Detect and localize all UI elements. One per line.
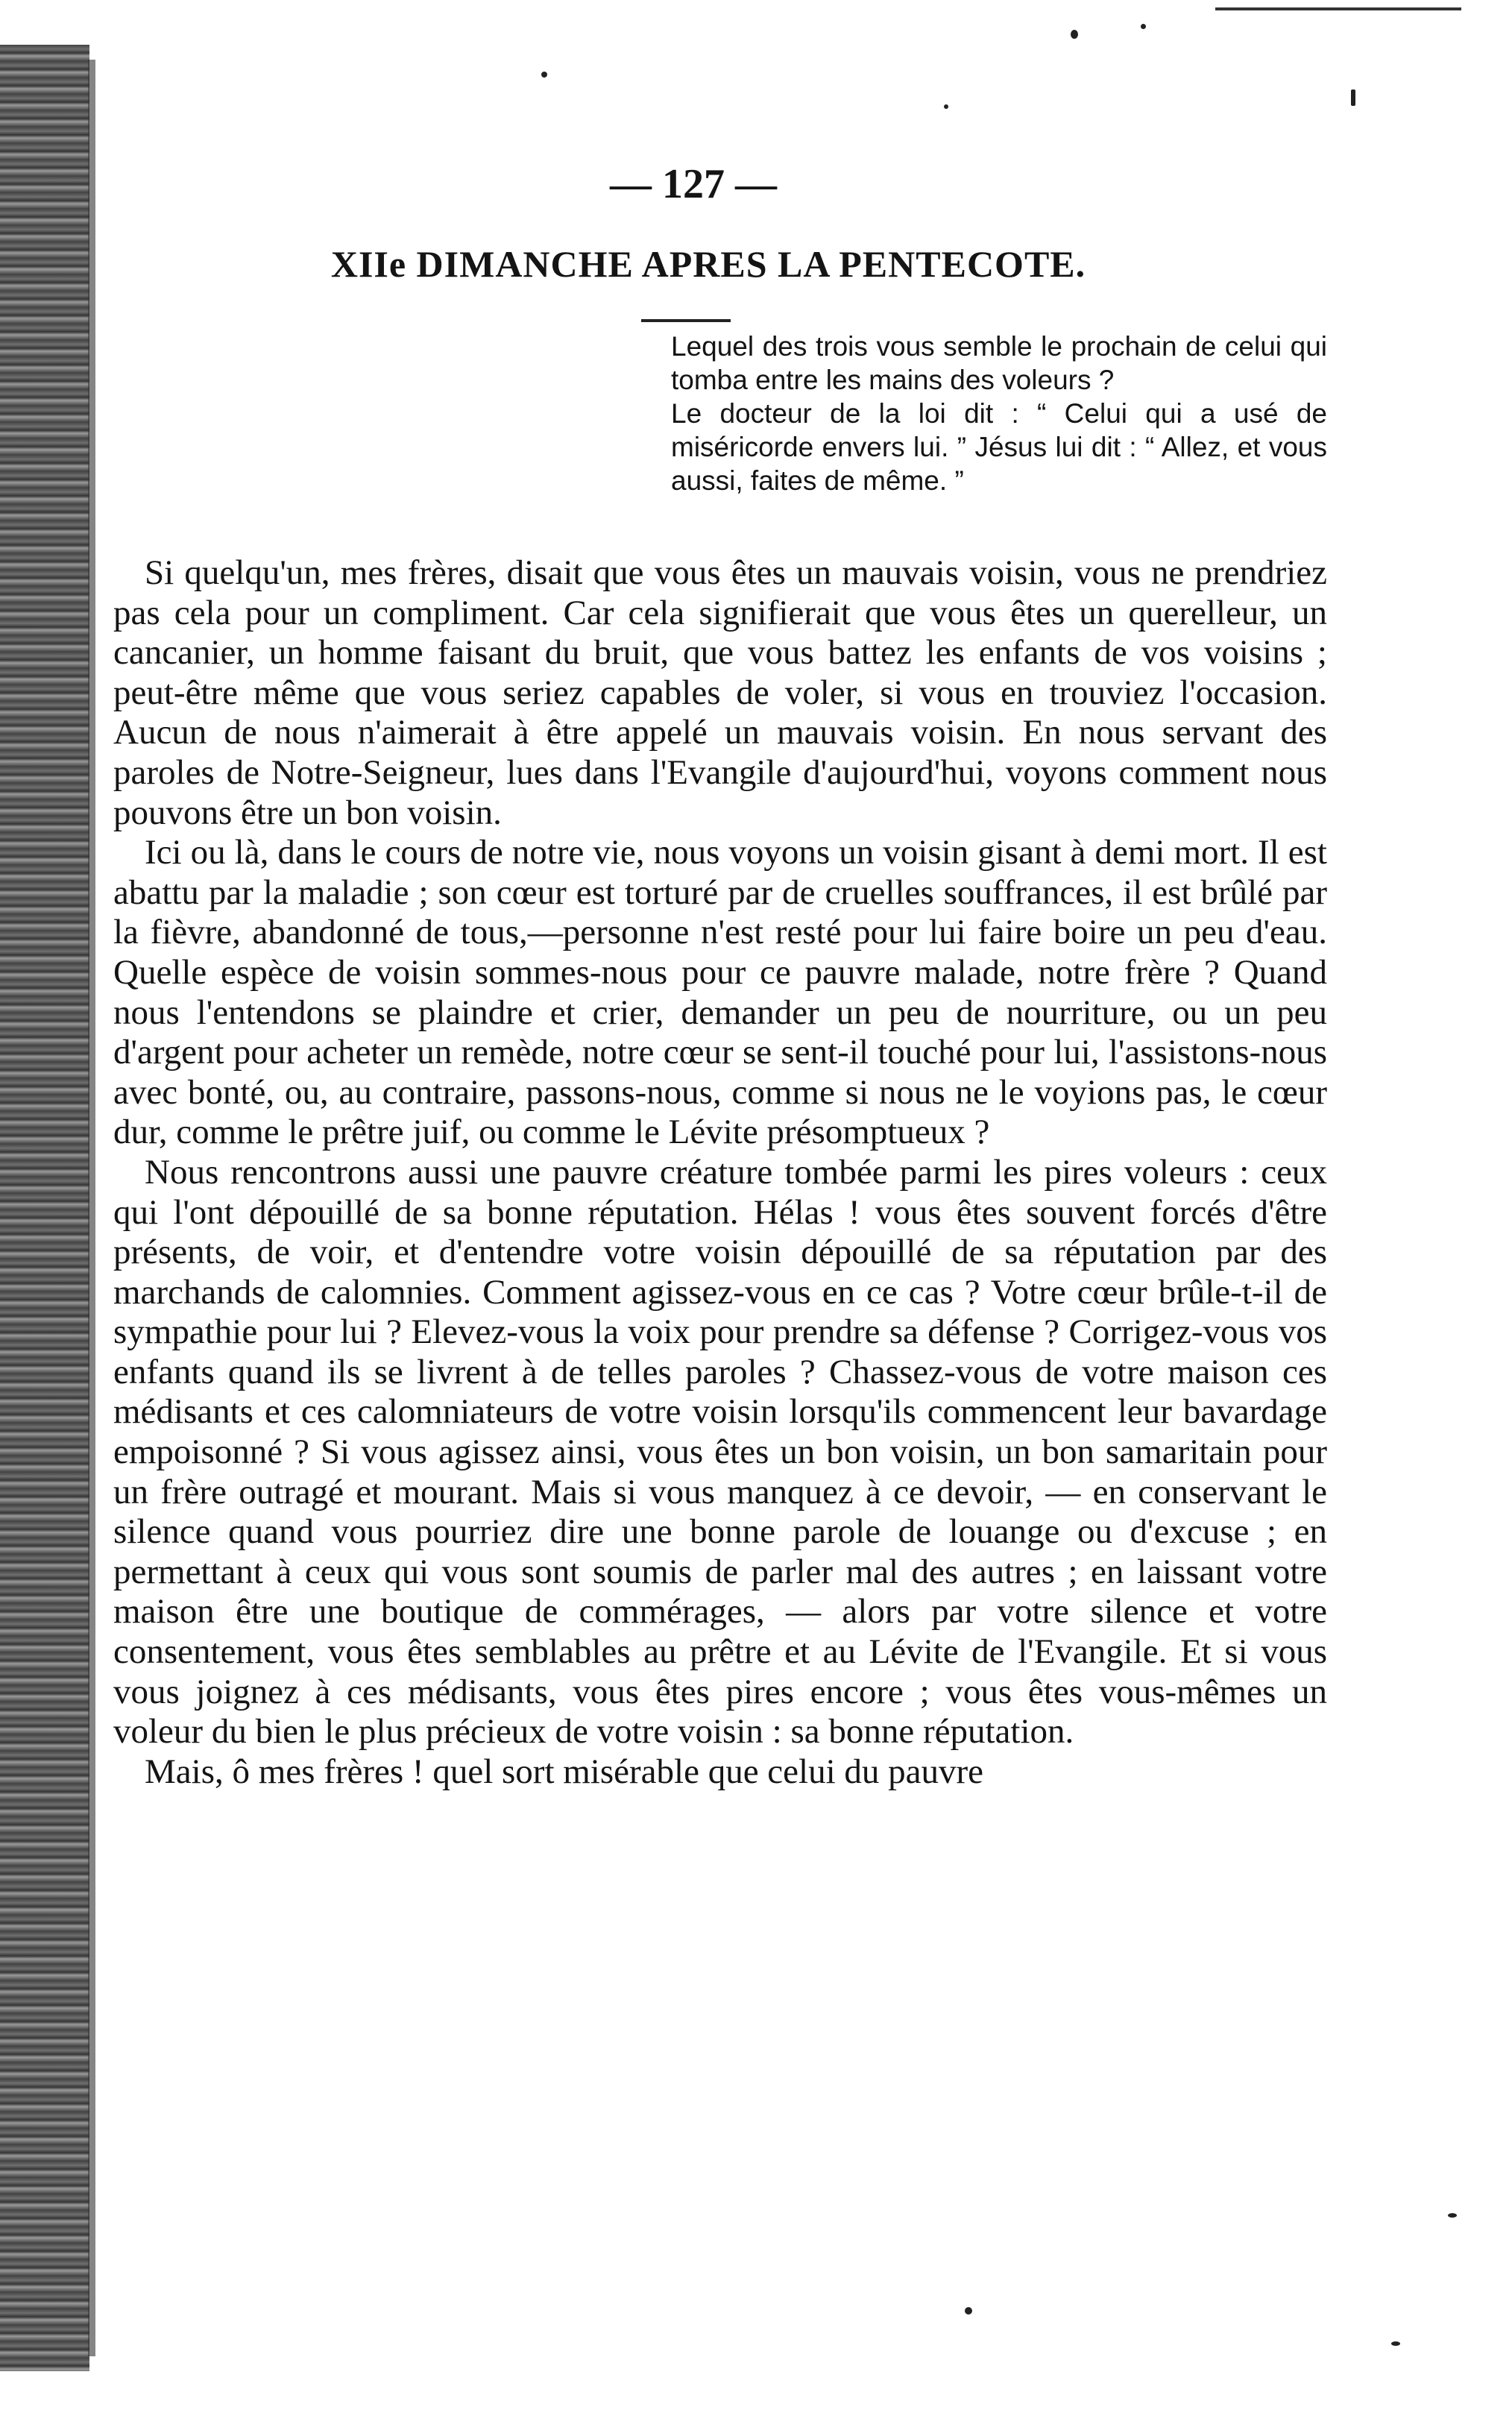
print-speck <box>1141 24 1146 29</box>
print-speck <box>1448 2213 1457 2218</box>
chapter-title: XIIe DIMANCHE APRES LA PENTECOTE. <box>330 243 1086 285</box>
print-speck <box>541 72 547 78</box>
page-binding-shadow <box>88 60 95 2356</box>
title-divider <box>641 319 731 322</box>
print-speck <box>1071 30 1078 39</box>
print-speck <box>944 104 948 109</box>
body-paragraph: Mais, ô mes frères ! quel sort misérable que celui du pauvre <box>145 1752 984 1791</box>
epigraph <box>671 330 1327 497</box>
epigraph-paragraph: Lequel des trois vous semble le prochain de celui qui tomba entre les mains des voleurs ? <box>671 331 1327 395</box>
page-number: — 127 — <box>610 161 777 207</box>
print-speck <box>965 2307 972 2315</box>
print-speck <box>1391 2341 1400 2346</box>
epigraph-paragraph: Le docteur de la loi dit : “ Celui qui a usé de miséricorde envers lui. ” Jésus lui dit : “ Allez, et vous aussi, faites de même. ” <box>671 398 1327 496</box>
print-speck <box>1351 89 1355 106</box>
sermon-body <box>113 553 1327 1792</box>
body-paragraph: Ici ou là, dans le cours de notre vie, nous voyons un voisin gisant à demi mort. Il est abattu par la maladie ; son cœur est torturé par de cruelles souffrances, il est brûlé par la fièvre, abandonné de tous,—personne n'est resté pour lui faire boire un peu d'eau. Quelle espèce de voisin sommes-nous pour ce pauvre malade, notre frère ? Quand nous l'entendons se plaindre et crier, demander un peu de nourriture, ou un peu d'argent pour acheter un remède, notre cœur se sent-il touché pour lui, l'assistons-nous avec bonté, ou, au contraire, passons-nous, comme si nous ne le voyions pas, le cœur dur, comme le prêtre juif, ou comme le Lévite présomptueux ? <box>113 833 1327 1152</box>
body-paragraph: Si quelqu'un, mes frères, disait que vous êtes un mauvais voisin, vous ne prendriez pas cela pour un compliment. Car cela signifierait que vous êtes un querelleur, un cancanier, un homme faisant du bruit, que vous battez les enfants de vos voisins ; peut-être même que vous seriez capables de voler, si vous en trouviez l'occasion. Aucun de nous n'aimerait à être appelé un mauvais voisin. En nous servant des paroles de Notre-Seigneur, lues dans l'Evangile d'aujourd'hui, voyons comment nous pouvons être un bon voisin. <box>113 553 1327 832</box>
body-paragraph: Nous rencontrons aussi une pauvre créature tombée parmi les pires voleurs : ceux qui l'ont dépouillé de sa bonne réputation. Hélas ! vous êtes souvent forcés d'être présents, de voir, et d'entendre votre voisin dépouillé de sa réputation par des marchands de calomnies. Comment agissez-vous en ce cas ? Votre cœur brûle-t-il de sympathie pour lui ? Elevez-vous la voix pour prendre sa défense ? Corrigez-vous vos enfants quand ils se livrent à de telles paroles ? Chassez-vous de votre maison ces médisants et ces calomniateurs de votre voisin lorsqu'ils commencent leur bavardage empoisonné ? Si vous agissez ainsi, vous êtes un bon voisin, un bon samaritain pour un frère outragé et mourant. Mais si vous manquez à ce devoir, — en conservant le silence quand vous pourriez dire une bonne parole de louange ou d'excuse ; en permettant à ceux qui vous sont soumis de parler mal des autres ; en laissant votre maison être une boutique de commérages, — alors par votre silence et votre consentement, vous êtes semblables au prêtre et au Lévite de l'Evangile. Et si vous vous joignez à ces médisants, vous êtes pires encore ; vous êtes vous-mêmes un voleur du bien le plus précieux de votre voisin : sa bonne réputation. <box>113 1152 1327 1752</box>
page-binding-edge <box>0 45 89 2371</box>
top-edge-rule <box>1215 7 1461 10</box>
